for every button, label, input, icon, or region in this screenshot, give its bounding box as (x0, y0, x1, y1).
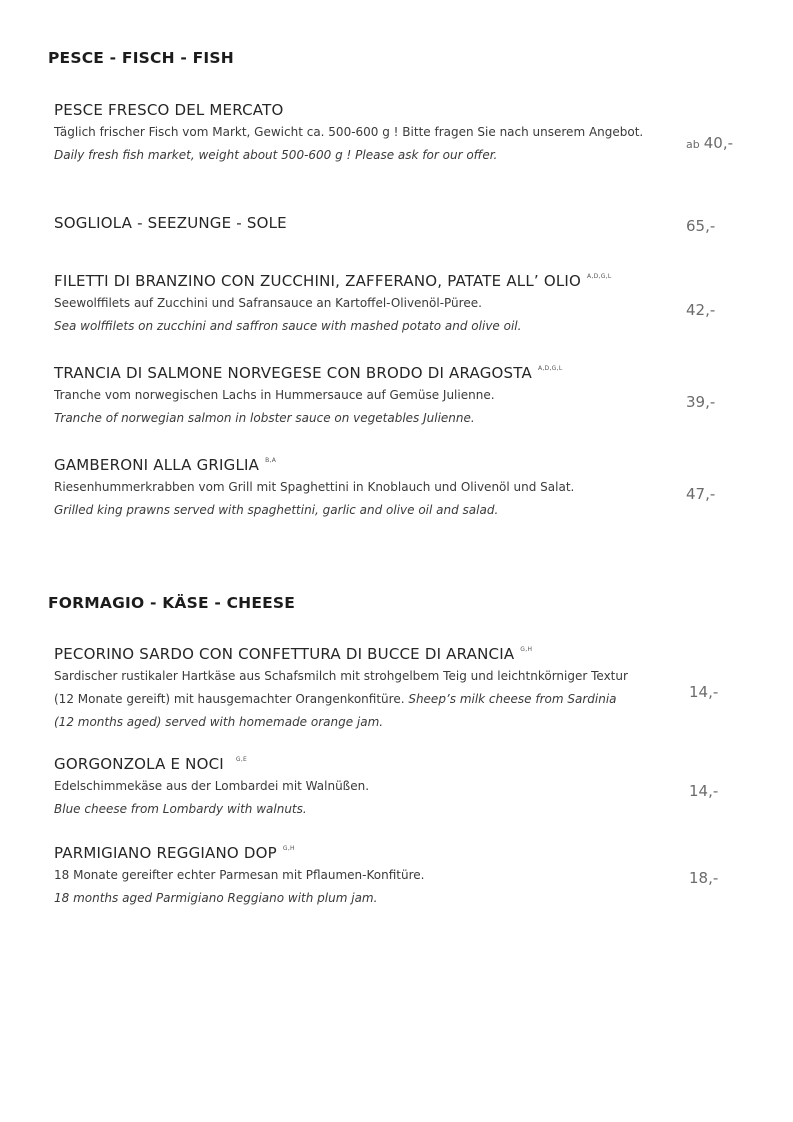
allergen-codes: A,D,G,L (537, 365, 563, 372)
item-name: PARMIGIANO REGGIANO DOP $^{G,H}$ (54, 844, 295, 862)
item-desc-de: Tranche vom norwegischen Lachs in Hummersauce auf Gemüse Julienne. (54, 388, 495, 402)
item-price: 18,- (689, 869, 719, 887)
item-desc-de: Edelschimmekäse aus der Lombardei mit Walnüßen. (54, 779, 370, 793)
item-price: 14,- (689, 782, 719, 800)
allergen-codes: G,H (520, 646, 533, 653)
item-desc-de: Riesenhummerkrabben vom Grill mit Spaghettini in Knoblauch und Olivenöl und Salat. (54, 480, 575, 494)
menu-item-pecorino-sardo (54, 639, 754, 734)
item-desc-en: Sea wolffilets on zucchini and saffron sauce with mashed potato and olive oil. (54, 319, 522, 333)
allergen-codes: B,A (265, 457, 277, 464)
item-desc-line: (12 months aged) served with homemade orange jam. (54, 715, 384, 729)
allergen-codes: G,E (235, 756, 248, 763)
item-desc-de: Täglich frischer Fisch vom Markt, Gewicht ca. 500-600 g ! Bitte fragen Sie nach unserem Angebot. (54, 125, 644, 139)
item-name: TRANCIA DI SALMONE NORVEGESE CON BRODO DI ARAGOSTA $^{A,D,G,L}$ (54, 364, 563, 382)
item-name: FILETTI DI BRANZINO CON ZUCCHINI, ZAFFERANO, PATATE ALL’ OLIO $^{A,D,G,L}$ (54, 272, 612, 290)
item-name: GAMBERONI ALLA GRIGLIA $^{B,A}$ (54, 456, 277, 474)
allergen-codes: A,D,G,L (587, 273, 612, 280)
item-price: ab 40,- (686, 134, 734, 152)
price-prefix: ab (686, 138, 700, 151)
item-desc-de: 18 Monate gereifter echter Parmesan mit Pflaumen-Konfitüre. (54, 868, 425, 882)
item-price: 47,- (686, 485, 716, 503)
item-price: 39,- (686, 393, 716, 411)
item-desc-en: Blue cheese from Lombardy with walnuts. (54, 802, 307, 816)
item-name: PESCE FRESCO DEL MERCATO (54, 101, 284, 119)
item-desc-line: (12 Monate gereift) mit hausgemachter Orangenkonfitüre. Sheep’s milk cheese from Sardinia (54, 692, 617, 706)
item-price: 14,- (689, 683, 719, 701)
menu-item-sogliola (54, 212, 754, 234)
menu-item-gamberoni (54, 450, 754, 522)
item-desc-en: Daily fresh fish market, weight about 500-600 g ! Please ask for our offer. (54, 148, 498, 162)
item-desc-en: 18 months aged Parmigiano Reggiano with plum jam. (54, 891, 378, 905)
item-desc-de: Seewolffilets auf Zucchini und Safransauce an Kartoffel-Olivenöl-Püree. (54, 296, 482, 310)
item-name: PECORINO SARDO CON CONFETTURA DI BUCCE DI ARANCIA $^{G,H}$ (54, 645, 533, 663)
menu-item-pesce-fresco (54, 99, 754, 167)
section-title-cheese: FORMAGIO - KÄSE - CHEESE (48, 594, 296, 612)
item-desc-line: Sardischer rustikaler Hartkäse aus Schafsmilch mit strohgelbem Teig und leichtnkörniger Textur (54, 669, 628, 683)
menu-item-gorgonzola (54, 749, 754, 821)
section-title-fish: PESCE - FISCH - FISH (48, 49, 234, 67)
item-price: 65,- (686, 217, 716, 235)
menu-item-parmigiano (54, 838, 754, 910)
item-desc-en: Grilled king prawns served with spaghettini, garlic and olive oil and salad. (54, 503, 499, 517)
item-price: 42,- (686, 301, 716, 319)
allergen-codes: G,H (282, 845, 295, 852)
menu-item-filetti-branzino (54, 266, 754, 338)
item-name: SOGLIOLA - SEEZUNGE - SOLE (54, 214, 287, 232)
menu-item-trancia-salmone (54, 358, 754, 430)
item-name: GORGONZOLA E NOCI $^{G,E}$ (54, 755, 248, 773)
item-desc-en: Tranche of norwegian salmon in lobster sauce on vegetables Julienne. (54, 411, 475, 425)
